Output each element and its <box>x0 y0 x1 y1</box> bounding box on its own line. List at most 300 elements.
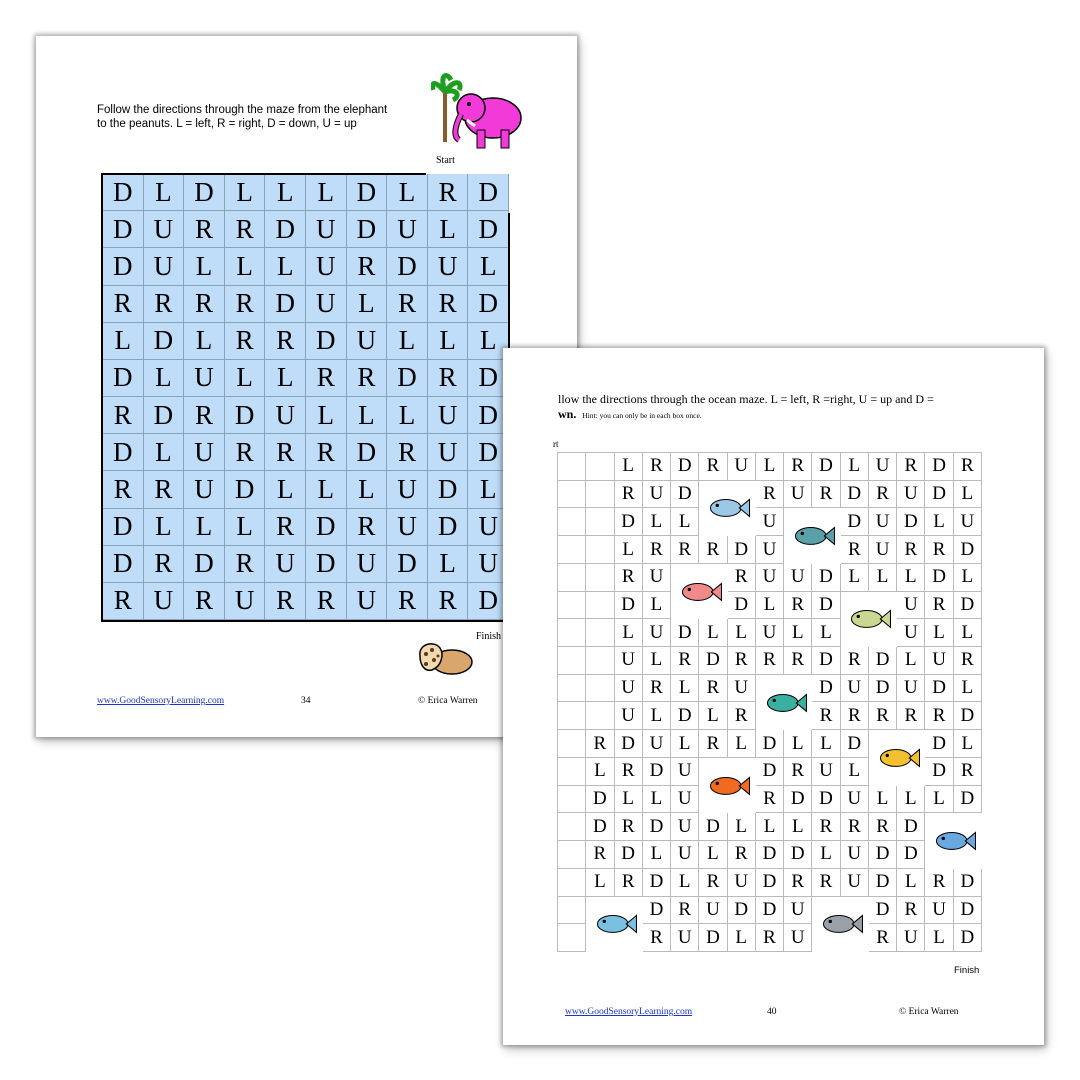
hint-text: Hint: you can only be in each box once. <box>582 411 702 420</box>
maze-cell: R <box>869 702 897 730</box>
maze-cell: D <box>954 592 982 620</box>
maze-cell: R <box>144 471 185 508</box>
maze-cell: D <box>103 248 144 285</box>
maze-cell: D <box>184 174 225 211</box>
maze-cell <box>558 536 586 564</box>
maze-cell <box>586 508 614 536</box>
maze-cell: D <box>306 509 347 546</box>
maze-cell: L <box>347 397 388 434</box>
maze-cell: D <box>897 508 925 536</box>
maze-cell: U <box>671 813 699 841</box>
maze-cell: U <box>643 481 671 509</box>
maze-cell: L <box>225 509 266 546</box>
maze-cell: R <box>225 286 266 323</box>
maze-cell: L <box>468 471 509 508</box>
maze-cell: U <box>784 924 812 952</box>
pink-fish-icon <box>671 564 728 619</box>
maze-cell: L <box>586 869 614 897</box>
maze-cell: U <box>615 702 643 730</box>
maze-cell: L <box>387 323 428 360</box>
maze-cell: R <box>184 211 225 248</box>
maze-cell: D <box>925 453 953 481</box>
maze-cell: U <box>671 924 699 952</box>
maze-cell: R <box>812 869 840 897</box>
maze-cell: L <box>728 730 756 758</box>
maze-cell: D <box>671 702 699 730</box>
maze-cell: L <box>897 786 925 814</box>
maze-cell: R <box>671 647 699 675</box>
maze-cell: R <box>784 869 812 897</box>
maze-cell: R <box>784 758 812 786</box>
maze-cell: D <box>468 583 509 620</box>
maze-cell: D <box>954 536 982 564</box>
maze-cell: U <box>643 730 671 758</box>
maze-cell: L <box>841 453 869 481</box>
maze-cell: U <box>184 360 225 397</box>
maze-cell <box>558 841 586 869</box>
maze-cell: L <box>265 360 306 397</box>
maze-cell: L <box>184 509 225 546</box>
maze-cell: R <box>728 702 756 730</box>
maze-cell: D <box>586 813 614 841</box>
maze-cell: L <box>925 924 953 952</box>
copyright: © Erica Warren <box>418 696 478 706</box>
maze-cell: R <box>841 813 869 841</box>
maze-cell: D <box>265 211 306 248</box>
maze-cell: R <box>225 434 266 471</box>
maze-cell: L <box>671 869 699 897</box>
maze-cell: D <box>841 481 869 509</box>
maze-cell: D <box>615 592 643 620</box>
page-number: 40 <box>767 1007 777 1017</box>
maze-cell: R <box>897 453 925 481</box>
maze-cell: D <box>615 730 643 758</box>
maze-cell: D <box>756 758 784 786</box>
maze-cell: U <box>897 675 925 703</box>
shark-icon <box>812 897 869 952</box>
maze-cell: D <box>728 536 756 564</box>
maze-cell: L <box>184 248 225 285</box>
maze-cell: R <box>671 897 699 925</box>
maze-cell: R <box>841 702 869 730</box>
maze-cell: L <box>954 481 982 509</box>
maze-cell: U <box>671 786 699 814</box>
maze-cell <box>558 453 586 481</box>
maze-cell: U <box>812 758 840 786</box>
maze-cell: R <box>265 434 306 471</box>
maze-cell: R <box>387 434 428 471</box>
maze-cell: D <box>869 841 897 869</box>
maze-cell: R <box>954 647 982 675</box>
maze-cell: R <box>728 647 756 675</box>
maze-cell: D <box>468 211 509 248</box>
maze-cell <box>558 869 586 897</box>
maze-cell <box>586 536 614 564</box>
maze-cell: L <box>586 758 614 786</box>
maze-cell: U <box>225 583 266 620</box>
maze-cell: D <box>428 509 469 546</box>
maze-cell: R <box>586 841 614 869</box>
maze-cell: R <box>925 702 953 730</box>
maze-cell: L <box>643 592 671 620</box>
maze-cell: L <box>428 546 469 583</box>
maze-cell: D <box>925 564 953 592</box>
maze-cell: L <box>144 174 185 211</box>
maze-cell: L <box>671 508 699 536</box>
maze-cell: R <box>643 536 671 564</box>
maze-cell: R <box>954 758 982 786</box>
maze-cell: D <box>897 841 925 869</box>
maze-cell: R <box>784 453 812 481</box>
maze-cell: U <box>897 592 925 620</box>
maze-cell: R <box>586 730 614 758</box>
maze-cell: L <box>756 592 784 620</box>
maze-cell: U <box>897 619 925 647</box>
maze-cell: R <box>387 286 428 323</box>
maze-cell: D <box>954 786 982 814</box>
maze-cell: L <box>265 471 306 508</box>
yellow-fish-icon <box>869 730 926 785</box>
start-label: Start <box>436 155 455 166</box>
maze-cell: R <box>812 702 840 730</box>
copyright: © Erica Warren <box>899 1007 959 1017</box>
maze-cell: R <box>728 564 756 592</box>
maze-cell: L <box>954 564 982 592</box>
maze-cell: R <box>103 397 144 434</box>
ocean-maze-grid <box>557 452 982 952</box>
maze-cell: R <box>428 174 469 211</box>
footer-website-link[interactable]: www.GoodSensoryLearning.com <box>565 1007 693 1017</box>
maze-cell: D <box>925 675 953 703</box>
maze-cell: R <box>869 481 897 509</box>
maze-cell: D <box>468 286 509 323</box>
maze-cell: U <box>468 509 509 546</box>
maze-cell: U <box>615 647 643 675</box>
maze-cell <box>586 481 614 509</box>
maze-cell <box>558 592 586 620</box>
maze-cell: U <box>306 211 347 248</box>
maze-cell: D <box>728 897 756 925</box>
maze-cell: R <box>347 509 388 546</box>
maze-cell: R <box>184 583 225 620</box>
maze-cell: U <box>184 434 225 471</box>
maze-cell: L <box>897 869 925 897</box>
maze-cell: L <box>615 786 643 814</box>
maze-cell: R <box>428 583 469 620</box>
maze-cell <box>586 675 614 703</box>
maze-cell: D <box>225 397 266 434</box>
direction-maze-grid <box>101 174 509 622</box>
maze-cell: R <box>306 583 347 620</box>
maze-cell: R <box>897 702 925 730</box>
maze-cell: L <box>841 564 869 592</box>
maze-cell: L <box>671 730 699 758</box>
maze-cell: D <box>615 841 643 869</box>
maze-cell: D <box>812 453 840 481</box>
maze-cell: R <box>643 924 671 952</box>
maze-cell: L <box>699 841 727 869</box>
maze-cell: D <box>925 758 953 786</box>
maze-cell: D <box>468 360 509 397</box>
maze-cell: R <box>347 360 388 397</box>
footer-website-link[interactable]: www.GoodSensoryLearning.com <box>97 696 225 706</box>
maze-cell: D <box>643 758 671 786</box>
worksheet-page-34 <box>36 36 577 737</box>
maze-cell: R <box>428 286 469 323</box>
maze-cell: R <box>812 481 840 509</box>
maze-cell: R <box>103 583 144 620</box>
maze-cell: R <box>306 434 347 471</box>
maze-cell: D <box>387 546 428 583</box>
maze-cell: U <box>869 536 897 564</box>
maze-cell: D <box>387 360 428 397</box>
maze-cell: D <box>643 813 671 841</box>
maze-cell: D <box>468 174 509 211</box>
maze-cell: R <box>925 536 953 564</box>
maze-cell: U <box>347 583 388 620</box>
maze-cell: R <box>954 453 982 481</box>
maze-cell: U <box>306 248 347 285</box>
maze-cell: D <box>103 360 144 397</box>
maze-cell: R <box>812 813 840 841</box>
maze-cell: R <box>841 647 869 675</box>
maze-cell: U <box>387 471 428 508</box>
maze-cell: U <box>841 675 869 703</box>
maze-cell: L <box>954 675 982 703</box>
maze-cell: U <box>468 546 509 583</box>
maze-cell: L <box>897 564 925 592</box>
maze-cell: D <box>756 869 784 897</box>
maze-cell: L <box>869 564 897 592</box>
maze-cell: L <box>144 509 185 546</box>
maze-cell: D <box>841 730 869 758</box>
maze-cell: R <box>869 813 897 841</box>
maze-cell: U <box>428 434 469 471</box>
maze-cell: U <box>671 841 699 869</box>
maze-cell <box>558 564 586 592</box>
maze-cell: R <box>103 286 144 323</box>
maze-cell: R <box>615 481 643 509</box>
ocean-maze-instructions: llow the directions through the ocean maze. L = left, R =right, U = up and D = wn. Hint: you can only be in each box once. <box>558 392 934 421</box>
maze-cell: R <box>144 286 185 323</box>
maze-cell: L <box>925 786 953 814</box>
maze-cell: D <box>869 647 897 675</box>
maze-cell: L <box>468 323 509 360</box>
maze-cell: L <box>728 813 756 841</box>
maze-cell <box>558 897 586 925</box>
maze-cell: R <box>897 897 925 925</box>
maze-cell: U <box>699 897 727 925</box>
finish-label: Finish <box>476 631 502 642</box>
maze-cell: U <box>756 619 784 647</box>
maze-cell: U <box>954 508 982 536</box>
maze-cell: D <box>671 481 699 509</box>
maze-cell: L <box>784 619 812 647</box>
maze-cell: L <box>144 434 185 471</box>
maze-cell: L <box>184 323 225 360</box>
maze-cell: D <box>841 508 869 536</box>
maze-cell: D <box>897 813 925 841</box>
maze-cell: U <box>756 536 784 564</box>
finish-label: Finish <box>954 965 980 976</box>
maze-cell: U <box>643 564 671 592</box>
maze-cell: D <box>812 564 840 592</box>
maze-cell: L <box>428 323 469 360</box>
maze-cell: L <box>468 248 509 285</box>
worksheet-page-40 <box>503 348 1044 1045</box>
maze-cell <box>558 730 586 758</box>
maze-cell: U <box>925 647 953 675</box>
maze-cell: U <box>897 481 925 509</box>
maze-border-top <box>101 173 426 175</box>
maze-cell: U <box>265 397 306 434</box>
maze-cell: D <box>699 647 727 675</box>
maze-cell: R <box>699 869 727 897</box>
maze-cell: U <box>728 869 756 897</box>
maze-cell: R <box>699 730 727 758</box>
maze-cell: L <box>869 786 897 814</box>
maze-cell: D <box>784 786 812 814</box>
maze-cell: D <box>184 546 225 583</box>
maze-cell: D <box>387 248 428 285</box>
maze-cell: R <box>728 841 756 869</box>
maze-cell: D <box>869 675 897 703</box>
maze-cell <box>586 564 614 592</box>
maze-cell: L <box>841 758 869 786</box>
maze-cell: R <box>756 924 784 952</box>
maze-cell: D <box>306 546 347 583</box>
maze-cell: D <box>103 211 144 248</box>
maze-cell: L <box>347 471 388 508</box>
maze-cell: L <box>671 675 699 703</box>
maze-cell: L <box>225 174 266 211</box>
maze-cell: L <box>925 508 953 536</box>
maze-cell: D <box>925 730 953 758</box>
maze-cell: D <box>671 453 699 481</box>
maze-cell: L <box>225 360 266 397</box>
maze-cell: L <box>265 174 306 211</box>
maze-cell: D <box>954 869 982 897</box>
maze-cell: D <box>103 509 144 546</box>
goldfish-icon <box>699 758 756 813</box>
maze-cell: R <box>225 546 266 583</box>
maze-cell: L <box>812 619 840 647</box>
maze-cell: L <box>265 248 306 285</box>
maze-cell: D <box>954 702 982 730</box>
maze-cell: D <box>428 471 469 508</box>
maze-cell: D <box>347 174 388 211</box>
maze-cell: L <box>812 841 840 869</box>
maze-cell: R <box>184 397 225 434</box>
maze-cell: R <box>225 211 266 248</box>
maze-cell: R <box>615 758 643 786</box>
maze-cell: D <box>699 813 727 841</box>
maze-cell: L <box>144 360 185 397</box>
maze-cell: L <box>306 397 347 434</box>
maze-cell: L <box>954 730 982 758</box>
maze-cell: L <box>812 730 840 758</box>
maze-cell: R <box>756 647 784 675</box>
maze-cell: D <box>954 924 982 952</box>
maze-cell: L <box>347 286 388 323</box>
maze-cell: U <box>144 583 185 620</box>
maze-cell: L <box>728 924 756 952</box>
maze-cell: U <box>347 546 388 583</box>
maze-cell: D <box>347 434 388 471</box>
maze-cell: L <box>103 323 144 360</box>
maze-cell: D <box>699 924 727 952</box>
maze-cell: L <box>643 508 671 536</box>
maze-cell: R <box>428 360 469 397</box>
maze-cell: D <box>756 897 784 925</box>
maze-cell: D <box>225 471 266 508</box>
maze-cell: D <box>144 397 185 434</box>
maze-cell: R <box>615 564 643 592</box>
maze-cell: D <box>784 841 812 869</box>
maze-cell: R <box>387 583 428 620</box>
maze-cell: U <box>144 248 185 285</box>
maze-cell: D <box>586 786 614 814</box>
maze-cell: U <box>347 323 388 360</box>
maze-cell: R <box>225 323 266 360</box>
maze-cell: D <box>812 675 840 703</box>
maze-cell: L <box>643 702 671 730</box>
peanuts-icon <box>414 636 476 678</box>
maze-cell: R <box>265 583 306 620</box>
whale-icon <box>586 897 643 952</box>
maze-cell: D <box>103 434 144 471</box>
maze-cell: R <box>347 248 388 285</box>
maze-cell: R <box>671 536 699 564</box>
maze-cell: D <box>869 897 897 925</box>
maze-cell: D <box>869 869 897 897</box>
maze-cell: D <box>468 397 509 434</box>
maze-cell: L <box>784 813 812 841</box>
maze-cell: R <box>869 924 897 952</box>
maze-cell: L <box>756 813 784 841</box>
maze-cell: U <box>615 675 643 703</box>
maze-cell: D <box>756 841 784 869</box>
maze-cell: L <box>728 619 756 647</box>
maze-cell: U <box>643 619 671 647</box>
maze-cell: D <box>728 592 756 620</box>
maze-cell: U <box>784 481 812 509</box>
maze-cell: L <box>306 471 347 508</box>
elephant-with-palm-icon <box>431 70 526 155</box>
pufferfish-icon <box>699 481 756 536</box>
maze-cell: L <box>643 647 671 675</box>
maze-cell <box>586 647 614 675</box>
maze-cell: R <box>925 869 953 897</box>
maze-cell: U <box>428 397 469 434</box>
maze-cell: D <box>103 174 144 211</box>
maze-cell: D <box>812 647 840 675</box>
maze-cell: U <box>728 453 756 481</box>
maze-cell <box>558 508 586 536</box>
maze-cell: R <box>643 675 671 703</box>
maze-cell: R <box>699 453 727 481</box>
maze-cell <box>558 481 586 509</box>
maze-cell: L <box>643 841 671 869</box>
maze-cell: U <box>144 211 185 248</box>
maze-cell: L <box>306 174 347 211</box>
maze-cell: L <box>925 619 953 647</box>
maze-cell <box>586 453 614 481</box>
maze-cell <box>558 924 586 952</box>
maze-cell <box>558 647 586 675</box>
maze-cell <box>586 619 614 647</box>
maze-cell: D <box>144 323 185 360</box>
